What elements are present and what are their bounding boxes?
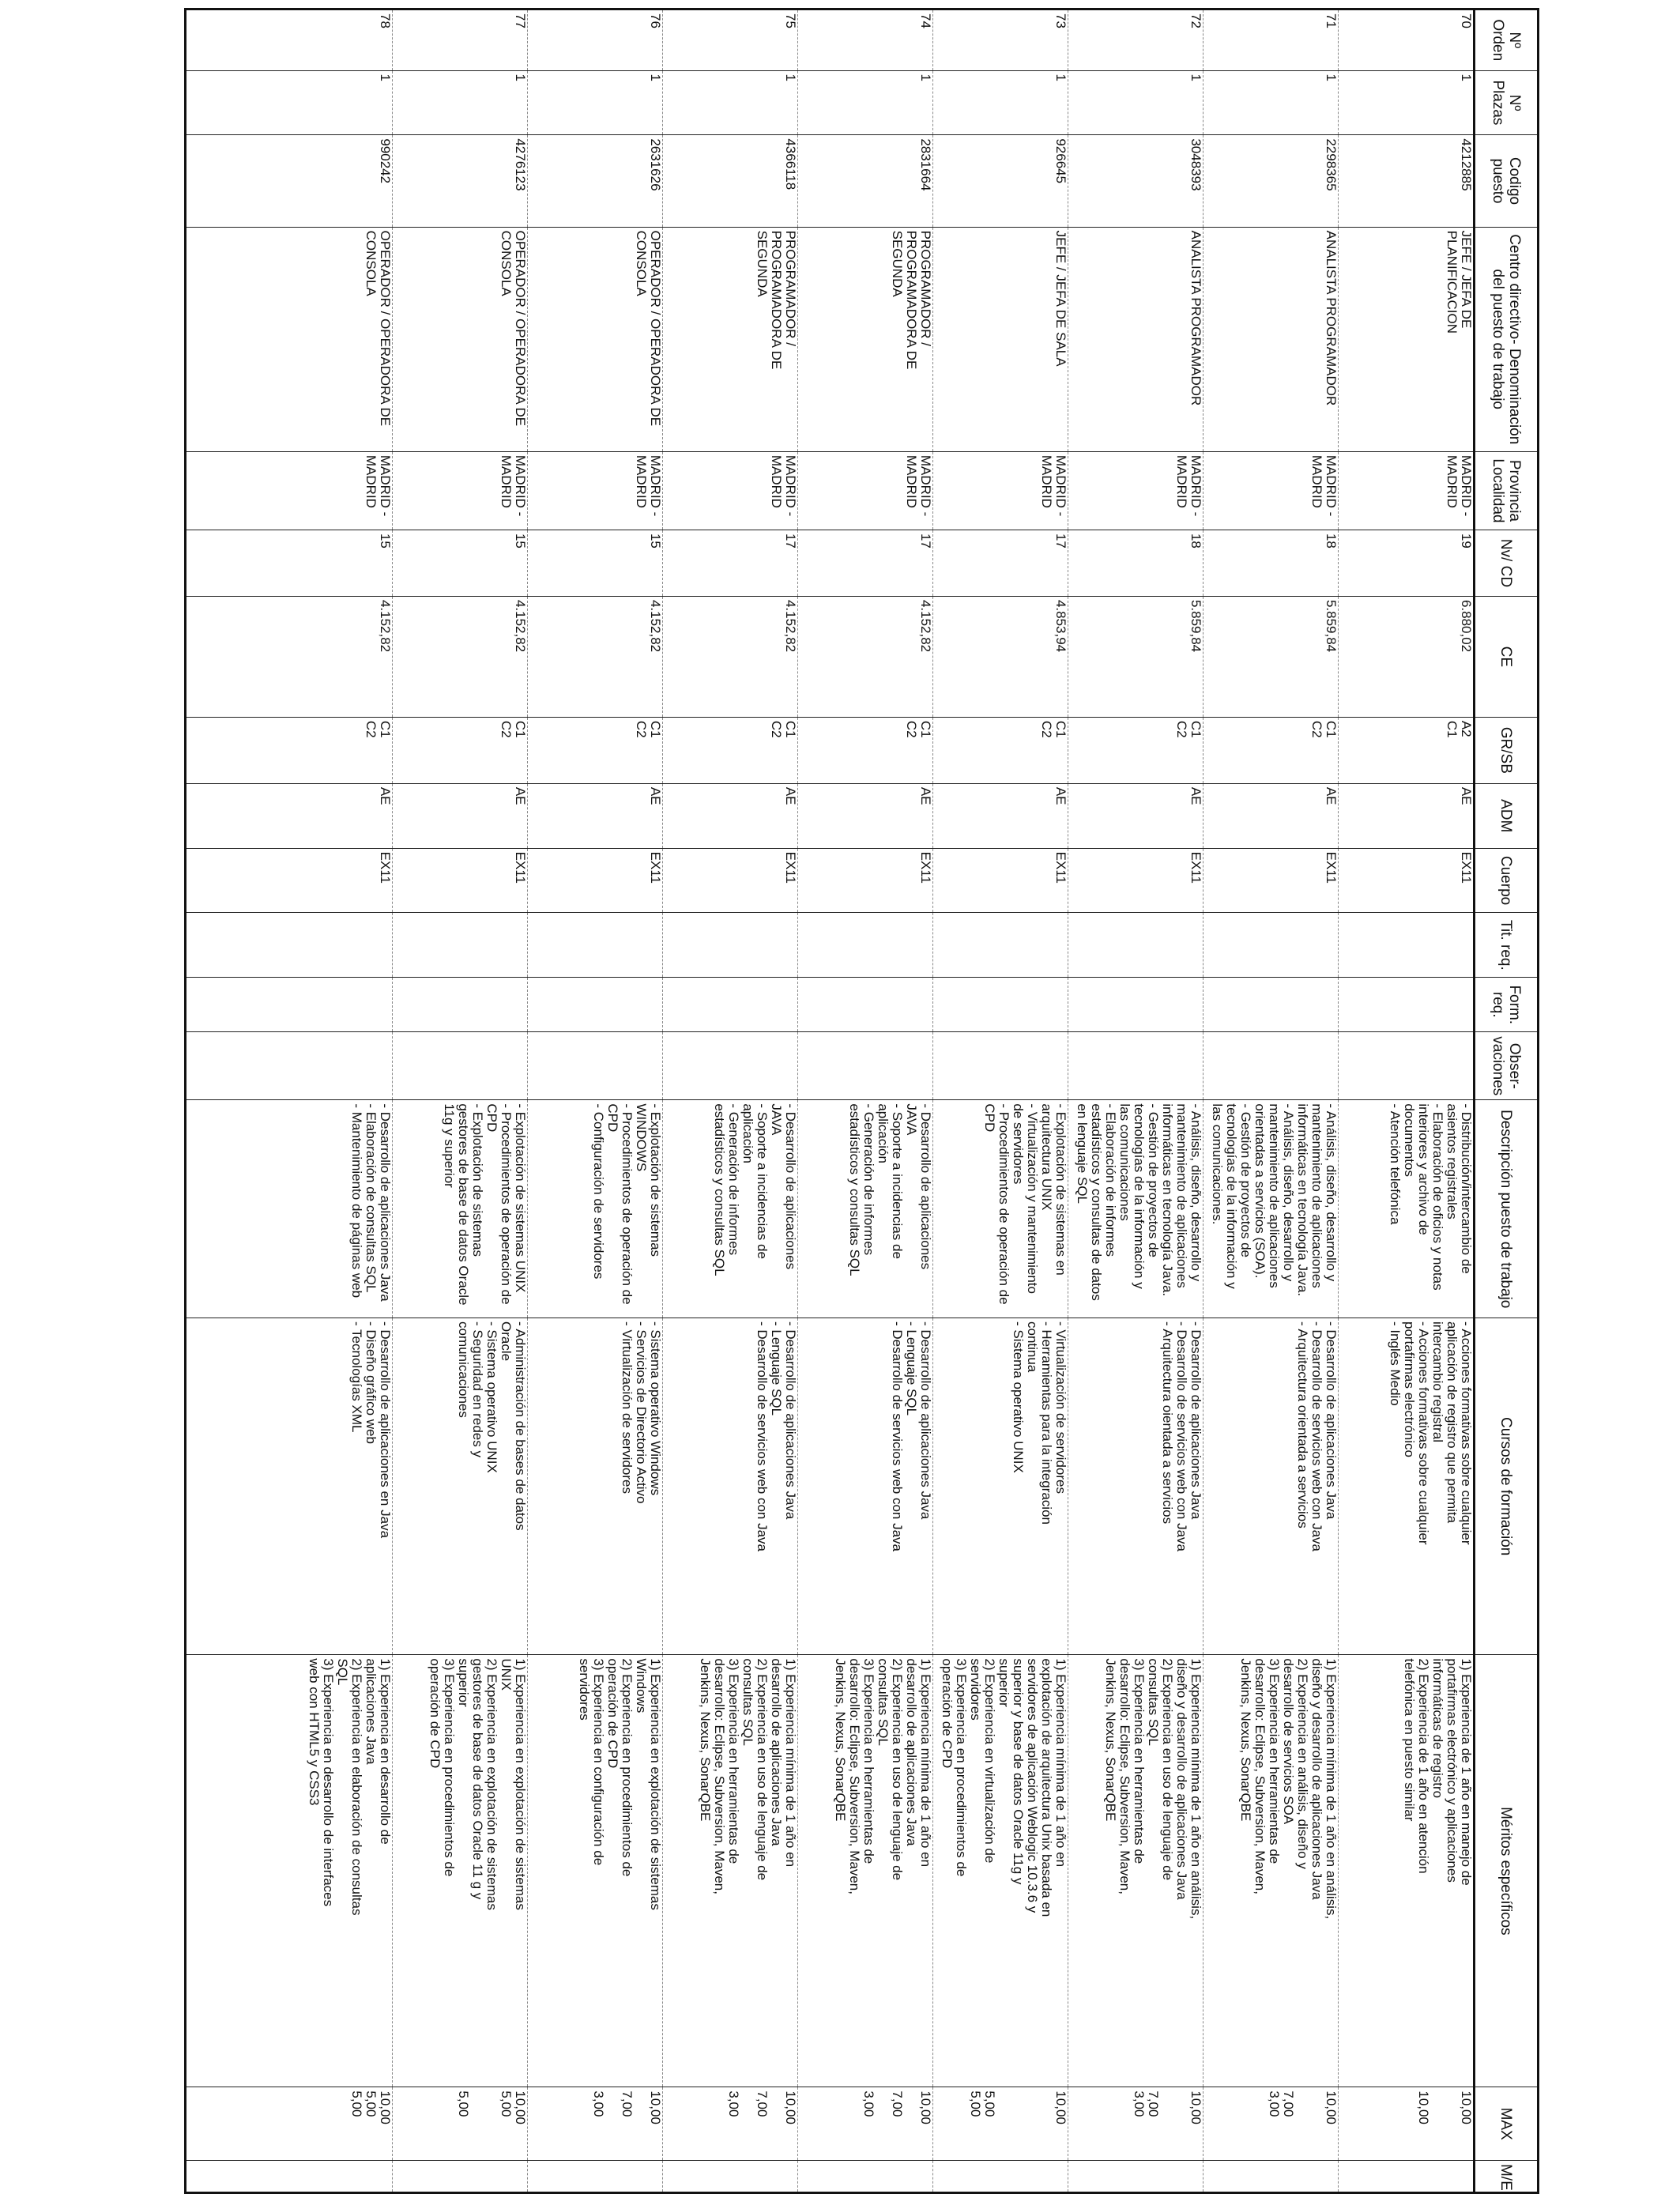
cell-codigo: 926645 bbox=[933, 135, 1068, 227]
cell-max: 10,00 5,00 5,00 bbox=[393, 2087, 528, 2161]
cell-provincia: MADRID - MADRID bbox=[393, 451, 528, 530]
cell-meritos: 1) Experiencia mínima de 1 año en análisis, diseño y desarrollo de aplicaciones Java 2) Experiencia en análisis, diseño y desarrollo de servicios SOA 3) Experiencia en herramientas de desarrollo: Eclipse, Subversion, Maven, Jenkins, Nexus, SonarQBE bbox=[1203, 1655, 1339, 2087]
cell-cursos: - Administración de bases de datos Oracle - Sistema operativo UNIX - Seguridad en redes y comunicaciones bbox=[393, 1318, 528, 1654]
cell-cursos: - Virtualización de servidores - Herramientas para la integración continua - Sistema operativo UNIX bbox=[933, 1318, 1068, 1654]
cell-plazas: 1 bbox=[186, 70, 393, 135]
cell-form bbox=[393, 978, 528, 1032]
col-header-centro: Centro directivo- Denominación del puesto de trabajo bbox=[1475, 227, 1539, 451]
cell-tit bbox=[393, 913, 528, 978]
cell-max: 10,00 7,00 3,00 bbox=[1203, 2087, 1339, 2161]
cell-adm: AE bbox=[933, 783, 1068, 848]
col-header-plazas: Nº Plazas bbox=[1475, 70, 1539, 135]
cell-tit bbox=[528, 913, 663, 978]
cell-plazas: 1 bbox=[1068, 70, 1203, 135]
cell-max: 10,00 5,00 5,00 bbox=[933, 2087, 1068, 2161]
cell-nivel: 18 bbox=[1068, 530, 1203, 596]
cell-centro: JEFE / JEFA DE PLANIFICACION bbox=[1339, 227, 1475, 451]
cell-cuerpo: EX11 bbox=[663, 848, 798, 913]
cell-descripcion: - Desarrollo de aplicaciones JAVA - Soporte a incidencias de aplicación - Generación de informes estadísticos y consultas SQL bbox=[663, 1100, 798, 1318]
cell-nivel: 18 bbox=[1203, 530, 1339, 596]
cell-adm: AE bbox=[663, 783, 798, 848]
cell-descripcion: - Explotación de sistemas en arquitectura UNIX - Virtualización y mantenimiento de servidores - Procedimientos de operación de CPD bbox=[933, 1100, 1068, 1318]
cell-provincia: MADRID - MADRID bbox=[663, 451, 798, 530]
cell-descripcion: - Análisis, diseño, desarrollo y mantenimiento de aplicaciones informáticas en tecnología Java. - Análisis, diseño, desarrollo y mantenimiento de aplicaciones orientadas a servicios (SOA). - Gestión de proyectos de tecnologías de la información y las comunicaciones. bbox=[1203, 1100, 1339, 1318]
cell-plazas: 1 bbox=[393, 70, 528, 135]
col-header-adm: ADM bbox=[1475, 783, 1539, 848]
table-body bbox=[186, 9, 1475, 2193]
cell-orden: 76 bbox=[528, 9, 663, 71]
cell-obs bbox=[933, 1032, 1068, 1100]
rotated-table-wrapper bbox=[112, 8, 1539, 2194]
cell-tit bbox=[1068, 913, 1203, 978]
cell-provincia: MADRID - MADRID bbox=[1068, 451, 1203, 530]
cell-codigo: 3048393 bbox=[1068, 135, 1203, 227]
cell-form bbox=[1203, 978, 1339, 1032]
cell-me bbox=[663, 2160, 798, 2192]
cell-descripcion: - Desarrollo de aplicaciones Java - Elaboración de consultas SQL - Mantenimiento de páginas web bbox=[186, 1100, 393, 1318]
cell-cursos: - Desarrollo de aplicaciones en Java - Diseño gráfico web - Tecnologías XML bbox=[186, 1318, 393, 1654]
cell-plazas: 1 bbox=[1203, 70, 1339, 135]
cell-plazas: 1 bbox=[798, 70, 933, 135]
col-header-meritos: Méritos específicos bbox=[1475, 1655, 1539, 2087]
cell-cuerpo: EX11 bbox=[393, 848, 528, 913]
cell-cursos: - Desarrollo de aplicaciones Java - Lenguaje SQL - Desarrollo de servicios web con Java bbox=[798, 1318, 933, 1654]
cell-form bbox=[798, 978, 933, 1032]
cell-nivel: 15 bbox=[528, 530, 663, 596]
cell-orden: 77 bbox=[393, 9, 528, 71]
cell-cursos: - Acciones formativas sobre cualquier aplicación de registro que permita intercambio registral - Acciones formativas sobre cualquier portafirmas electrónico - Inglés Medio bbox=[1339, 1318, 1475, 1654]
cell-max: 10,00 7,00 3,00 bbox=[798, 2087, 933, 2161]
cell-me bbox=[933, 2160, 1068, 2192]
cell-ce: 4.853,94 bbox=[933, 596, 1068, 717]
cell-me bbox=[1339, 2160, 1475, 2192]
cell-cuerpo: EX11 bbox=[1203, 848, 1339, 913]
table-row bbox=[1203, 9, 1339, 2193]
cell-nivel: 19 bbox=[1339, 530, 1475, 596]
cell-form bbox=[186, 978, 393, 1032]
cell-max: 10,00 10,00 bbox=[1339, 2087, 1475, 2161]
cell-form bbox=[663, 978, 798, 1032]
cell-tit bbox=[933, 913, 1068, 978]
cell-cursos: - Desarrollo de aplicaciones Java - Desarrollo de servicios web con Java - Arquitectura orientada a servicios bbox=[1203, 1318, 1339, 1654]
cell-ce: 4.152,82 bbox=[393, 596, 528, 717]
cell-form bbox=[1339, 978, 1475, 1032]
table-row bbox=[663, 9, 798, 2193]
cell-provincia: MADRID - MADRID bbox=[933, 451, 1068, 530]
col-header-grsb: GR/SB bbox=[1475, 717, 1539, 783]
cell-grsb: C1 C2 bbox=[798, 717, 933, 783]
cell-codigo: 2831664 bbox=[798, 135, 933, 227]
cell-centro: PROGRAMADOR / PROGRAMADORA DE SEGUNDA bbox=[798, 227, 933, 451]
cell-meritos: 1) Experiencia de 1 año en manejo de portafirmas electrónico y aplicaciones informáticas de registro 2) Experiencia de 1 año en atención telefónica en puesto similar bbox=[1339, 1655, 1475, 2087]
cell-obs bbox=[1068, 1032, 1203, 1100]
cell-nivel: 17 bbox=[798, 530, 933, 596]
cell-meritos: 1) Experiencia en explotación de sistemas Windows 2) Experiencia en procedimientos de operación de CPD 3) Experiencia en configuración de servidores bbox=[528, 1655, 663, 2087]
table-row bbox=[393, 9, 528, 2193]
cell-nivel: 17 bbox=[933, 530, 1068, 596]
cell-tit bbox=[1203, 913, 1339, 978]
cell-cuerpo: EX11 bbox=[798, 848, 933, 913]
cell-centro: ANALISTA PROGRAMADOR bbox=[1068, 227, 1203, 451]
cell-nivel: 15 bbox=[186, 530, 393, 596]
cell-me bbox=[393, 2160, 528, 2192]
cell-orden: 71 bbox=[1203, 9, 1339, 71]
table-row bbox=[528, 9, 663, 2193]
cell-ce: 5.859,84 bbox=[1203, 596, 1339, 717]
cell-codigo: 2631626 bbox=[528, 135, 663, 227]
cell-max: 10,00 7,00 3,00 bbox=[663, 2087, 798, 2161]
cell-max: 10,00 7,00 3,00 bbox=[528, 2087, 663, 2161]
cell-grsb: C1 C2 bbox=[186, 717, 393, 783]
col-header-max: MAX bbox=[1475, 2087, 1539, 2161]
cell-obs bbox=[798, 1032, 933, 1100]
cell-cuerpo: EX11 bbox=[933, 848, 1068, 913]
cell-obs bbox=[186, 1032, 393, 1100]
cell-descripcion: - Explotación de sistemas WINDOWS - Procedimientos de operación de CPD - Configuración de servidores bbox=[528, 1100, 663, 1318]
table-row bbox=[186, 9, 393, 2193]
cell-adm: AE bbox=[1203, 783, 1339, 848]
cell-ce: 5.859,84 bbox=[1068, 596, 1203, 717]
cell-centro: ANALISTA PROGRAMADOR bbox=[1203, 227, 1339, 451]
cell-form bbox=[1068, 978, 1203, 1032]
cell-orden: 73 bbox=[933, 9, 1068, 71]
table-row bbox=[798, 9, 933, 2193]
cell-obs bbox=[528, 1032, 663, 1100]
cell-grsb: C1 C2 bbox=[528, 717, 663, 783]
cell-grsb: C1 C2 bbox=[1068, 717, 1203, 783]
cell-plazas: 1 bbox=[933, 70, 1068, 135]
table-row bbox=[933, 9, 1068, 2193]
cell-centro: OPERADOR / OPERADORA DE CONSOLA bbox=[393, 227, 528, 451]
cell-codigo: 2298365 bbox=[1203, 135, 1339, 227]
cell-descripcion: - Explotación de sistemas UNIX - Procedimientos de operación de CPD - Explotación de sistemas gestores de base de datos Oracle 11g y superior bbox=[393, 1100, 528, 1318]
cell-obs bbox=[1339, 1032, 1475, 1100]
col-header-provincia: Provincia Localidad bbox=[1475, 451, 1539, 530]
cell-centro: PROGRAMADOR / PROGRAMADORA DE SEGUNDA bbox=[663, 227, 798, 451]
cell-grsb: C1 C2 bbox=[1203, 717, 1339, 783]
cell-meritos: 1) Experiencia mínima de 1 año en desarrollo de aplicaciones Java 2) Experiencia en uso de lenguaje de consultas SQL 3) Experiencia en herramientas de desarrollo: Eclipse, Subversion, Maven, Jenkins, Nexus, SonarQBE bbox=[798, 1655, 933, 2087]
cell-me bbox=[1068, 2160, 1203, 2192]
cell-provincia: MADRID - MADRID bbox=[1203, 451, 1339, 530]
col-header-me: M/E bbox=[1475, 2160, 1539, 2192]
cell-meritos: 1) Experiencia mínima de 1 año en explotación de arquitectura Unix basada en servidores de aplicación Weblogic 10.3.6 y superior y base de datos Oracle 11g y superior 2) Experiencia en virtualización de servidores 3) Experiencia en procedimientos de operación de CPD bbox=[933, 1655, 1068, 2087]
cell-orden: 70 bbox=[1339, 9, 1475, 71]
cell-centro: OPERADOR / OPERADORA DE CONSOLA bbox=[528, 227, 663, 451]
header-row bbox=[1475, 9, 1539, 2193]
cell-meritos: 1) Experiencia mínima de 1 año en desarrollo de aplicaciones Java 2) Experiencia en uso de lenguaje de consultas SQL 3) Experiencia en herramientas de desarrollo: Eclipse, Subversion, Maven, Jenkins, Nexus, SonarQBE bbox=[663, 1655, 798, 2087]
cell-tit bbox=[798, 913, 933, 978]
cell-centro: JEFE / JEFA DE SALA bbox=[933, 227, 1068, 451]
col-header-cuerpo: Cuerpo bbox=[1475, 848, 1539, 913]
col-header-cursos: Cursos de formación bbox=[1475, 1318, 1539, 1654]
cell-adm: AE bbox=[1339, 783, 1475, 848]
cell-tit bbox=[1339, 913, 1475, 978]
cell-descripcion: - Distribución/intercambio de asientos registrales - Elaboración de oficios y notas interiores y archivo de documentos - Atención telefónica bbox=[1339, 1100, 1475, 1318]
cell-descripcion: - Análisis, diseño, desarrollo y mantenimiento de aplicaciones informáticas en tecnología Java. - Gestión de proyectos de tecnologías de la información y las comunicaciones - Elaboración de informes estadísticos y consultas de datos en lenguaje SQL bbox=[1068, 1100, 1203, 1318]
col-header-orden: Nº Orden bbox=[1475, 9, 1539, 71]
table-row bbox=[1339, 9, 1475, 2193]
cell-max: 10,00 7,00 3,00 bbox=[1068, 2087, 1203, 2161]
cell-cursos: - Desarrollo de aplicaciones Java - Desarrollo de servicios web con Java - Arquitectura oientada a servicios bbox=[1068, 1318, 1203, 1654]
col-header-tit: Tit. req. bbox=[1475, 913, 1539, 978]
cell-ce: 4.152,82 bbox=[798, 596, 933, 717]
cell-descripcion: - Desarrollo de aplicaciones JAVA - Soporte a incidencias de aplicación - Generación de informes estadísticos y consultas SQL bbox=[798, 1100, 933, 1318]
cell-orden: 72 bbox=[1068, 9, 1203, 71]
cell-provincia: MADRID - MADRID bbox=[186, 451, 393, 530]
cell-obs bbox=[1203, 1032, 1339, 1100]
cell-grsb: C1 C2 bbox=[933, 717, 1068, 783]
cell-meritos: 1) Experiencia en explotación de sistemas UNIX 2) Experiencia en explotación de sistemas gestores de base de datos Oracle 11 g y superior 3) Experiencia en procedimientos de operación de CPD bbox=[393, 1655, 528, 2087]
job-positions-table bbox=[184, 8, 1539, 2194]
cell-ce: 4.152,82 bbox=[528, 596, 663, 717]
cell-codigo: 4212885 bbox=[1339, 135, 1475, 227]
cell-obs bbox=[393, 1032, 528, 1100]
cell-provincia: MADRID - MADRID bbox=[528, 451, 663, 530]
cell-plazas: 1 bbox=[663, 70, 798, 135]
cell-codigo: 4366118 bbox=[663, 135, 798, 227]
cell-provincia: MADRID - MADRID bbox=[798, 451, 933, 530]
cell-centro: OPERADOR / OPERADORA DE CONSOLA bbox=[186, 227, 393, 451]
cell-cuerpo: EX11 bbox=[1339, 848, 1475, 913]
cell-cuerpo: EX11 bbox=[186, 848, 393, 913]
cell-max: 10,00 5,00 5,00 bbox=[186, 2087, 393, 2161]
cell-orden: 78 bbox=[186, 9, 393, 71]
cell-grsb: C1 C2 bbox=[393, 717, 528, 783]
cell-ce: 4.152,82 bbox=[663, 596, 798, 717]
col-header-nivel: Nv/ CD bbox=[1475, 530, 1539, 596]
cell-codigo: 4276123 bbox=[393, 135, 528, 227]
cell-adm: AE bbox=[393, 783, 528, 848]
cell-adm: AE bbox=[798, 783, 933, 848]
cell-cuerpo: EX11 bbox=[1068, 848, 1203, 913]
cell-tit bbox=[186, 913, 393, 978]
cell-plazas: 1 bbox=[528, 70, 663, 135]
cell-orden: 75 bbox=[663, 9, 798, 71]
col-header-ce: CE bbox=[1475, 596, 1539, 717]
cell-ce: 6.880,02 bbox=[1339, 596, 1475, 717]
cell-me bbox=[528, 2160, 663, 2192]
cell-adm: AE bbox=[186, 783, 393, 848]
cell-tit bbox=[663, 913, 798, 978]
cell-form bbox=[933, 978, 1068, 1032]
cell-adm: AE bbox=[528, 783, 663, 848]
cell-meritos: 1) Experiencia en desarrollo de aplicaciones Java 2) Experiencia en elaboración de consultas SQL 3) Experiencia en desarrollo de interfaces web con HTML5 y CSS3 bbox=[186, 1655, 393, 2087]
table-row bbox=[1068, 9, 1203, 2193]
cell-nivel: 15 bbox=[393, 530, 528, 596]
cell-cursos: - Sistema operativo Windows - Servicios de Directorio Activo - Virtualización de servidores bbox=[528, 1318, 663, 1654]
cell-obs bbox=[663, 1032, 798, 1100]
cell-cuerpo: EX11 bbox=[528, 848, 663, 913]
cell-meritos: 1) Experiencia mínima de 1 año en análisis, diseño y desarrollo de aplicaciones Java 2) Experiencia en uso de lenguaje de consultas SQL 3) Experiencia en herramientas de desarrollo: Eclipse, Subversion, Maven, Jenkins, Nexus, SonarQBE bbox=[1068, 1655, 1203, 2087]
col-header-codigo: Codigo puesto bbox=[1475, 135, 1539, 227]
col-header-obs: Obser- vaciones bbox=[1475, 1032, 1539, 1100]
cell-me bbox=[798, 2160, 933, 2192]
cell-grsb: C1 C2 bbox=[663, 717, 798, 783]
col-header-form: Form. req. bbox=[1475, 978, 1539, 1032]
cell-nivel: 17 bbox=[663, 530, 798, 596]
cell-me bbox=[1203, 2160, 1339, 2192]
cell-cursos: - Desarrollo de aplicaciones Java - Lenguaje SQL - Desarrollo de servicios web con Java bbox=[663, 1318, 798, 1654]
cell-ce: 4.152,82 bbox=[186, 596, 393, 717]
cell-me bbox=[186, 2160, 393, 2192]
cell-orden: 74 bbox=[798, 9, 933, 71]
cell-codigo: 990242 bbox=[186, 135, 393, 227]
col-header-descripcion: Descripción puesto de trabajo bbox=[1475, 1100, 1539, 1318]
cell-grsb: A2 C1 bbox=[1339, 717, 1475, 783]
cell-provincia: MADRID - MADRID bbox=[1339, 451, 1475, 530]
cell-adm: AE bbox=[1068, 783, 1203, 848]
cell-form bbox=[528, 978, 663, 1032]
cell-plazas: 1 bbox=[1339, 70, 1475, 135]
